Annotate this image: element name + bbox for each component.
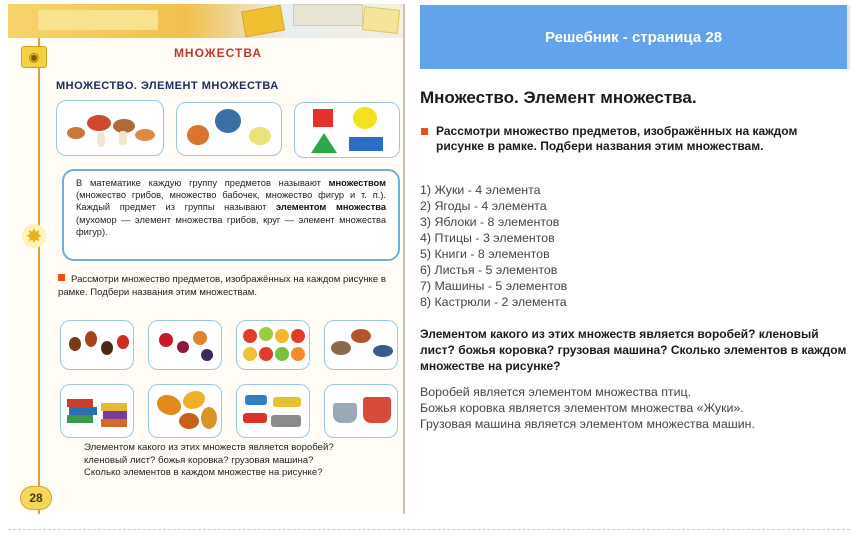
textbook-page bbox=[8, 4, 405, 514]
bullet-marker bbox=[58, 274, 65, 281]
solution-task: Рассмотри множество предметов, изображённых на каждом рисунке в рамке. Подбери названия этим множествам. bbox=[420, 124, 840, 154]
bell-icon: ◉ bbox=[21, 46, 47, 68]
bullet-marker bbox=[421, 128, 428, 135]
picture-beetles bbox=[60, 320, 134, 370]
book-question: Элементом какого из этих множеств является воробей? кленовый лист? божья коровка? грузовая машина? Сколько элементов в каждом множестве на рисунке? bbox=[84, 442, 334, 479]
definition-box: В математике каждую группу предметов называют множеством (множество грибов, множество бабочек, множество фигур и т. п.). Каждый предмет из группы называют элементом множества (мухомор — элемент множества грибов, круг — элемент множества фигур). bbox=[62, 169, 400, 261]
list-item: 8) Кастрюли - 2 элемента bbox=[420, 295, 567, 309]
solution-question: Элементом какого из этих множеств является воробей? кленовый лист? божья коровка? грузовая машина? Сколько элементов в каждом множестве на рисунке? bbox=[420, 327, 847, 373]
list-item: 3) Яблоки - 8 элементов bbox=[420, 215, 560, 229]
book-header-decoration bbox=[8, 4, 405, 38]
picture-leaves bbox=[148, 384, 222, 438]
picture-berries bbox=[148, 320, 222, 370]
picture-apples bbox=[236, 320, 310, 370]
answers-list bbox=[420, 182, 840, 310]
list-item: 6) Листья - 5 элементов bbox=[420, 263, 558, 277]
picture-pots bbox=[324, 384, 398, 438]
chapter-title: МНОЖЕСТВА bbox=[173, 46, 263, 60]
picture-butterflies bbox=[176, 102, 282, 156]
picture-shapes bbox=[294, 102, 400, 158]
sun-icon: ✸ bbox=[22, 224, 46, 248]
page-number: 28 bbox=[20, 486, 52, 510]
list-item: 5) Книги - 8 элементов bbox=[420, 247, 550, 261]
picture-birds bbox=[324, 320, 398, 370]
list-item: 7) Машины - 5 элементов bbox=[420, 279, 568, 293]
list-item: 2) Ягоды - 4 элемента bbox=[420, 199, 547, 213]
solution-banner bbox=[420, 5, 847, 69]
book-heading: МНОЖЕСТВО. ЭЛЕМЕНТ МНОЖЕСТВА bbox=[56, 80, 279, 92]
answer-line: Божья коровка является элементом множества «Жуки». bbox=[420, 401, 744, 415]
picture-books bbox=[60, 384, 134, 438]
answer-line: Грузовая машина является элементом множества машин. bbox=[420, 417, 755, 431]
banner-title: Решебник - страница 28 bbox=[544, 28, 723, 46]
margin-line bbox=[38, 38, 40, 514]
answer-line: Воробей является элементом множества птиц. bbox=[420, 385, 692, 399]
list-item: 1) Жуки - 4 элемента bbox=[420, 183, 541, 197]
book-task: Рассмотри множество предметов, изображённых на каждом рисунке в рамке. Подбери названия этим множествам. bbox=[58, 274, 386, 298]
picture-cars bbox=[236, 384, 310, 438]
dashed-divider bbox=[8, 529, 850, 530]
solution-answer bbox=[420, 384, 850, 432]
solution-title: Множество. Элемент множества. bbox=[420, 88, 697, 107]
list-item: 4) Птицы - 3 элементов bbox=[420, 231, 555, 245]
picture-mushrooms bbox=[56, 100, 164, 156]
